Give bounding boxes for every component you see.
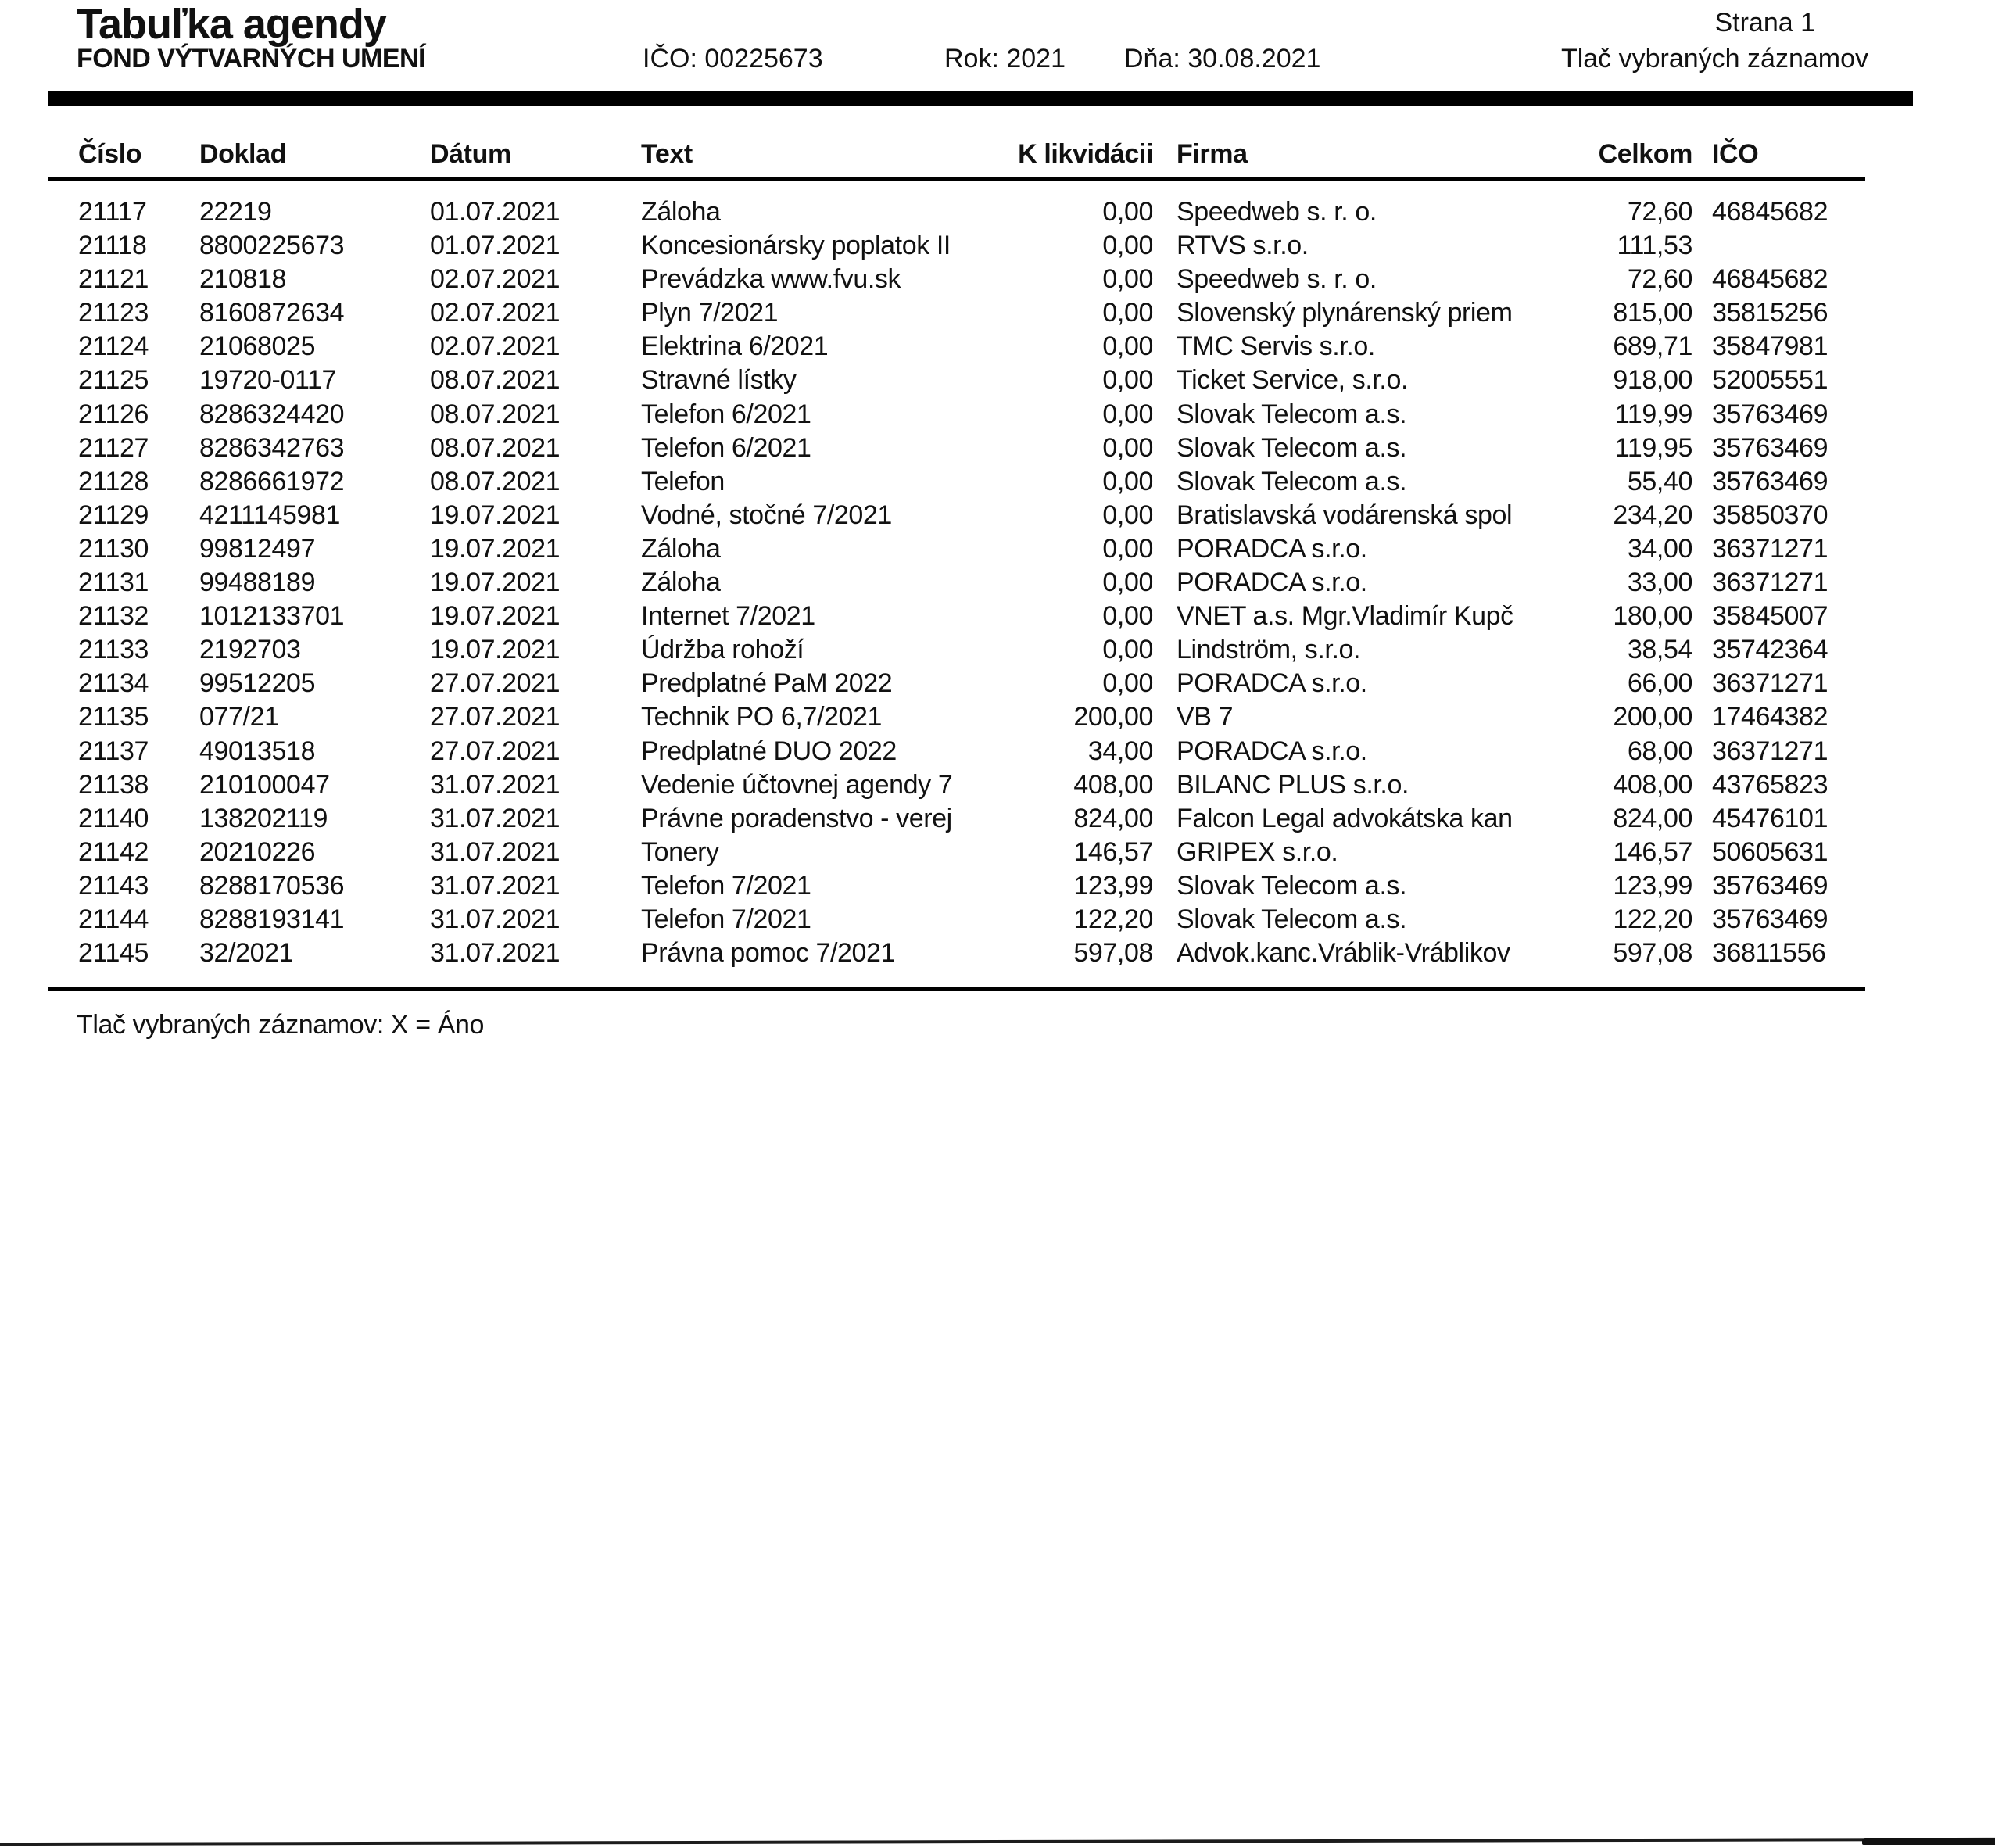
cell-k-likvidacii: 0,00 — [1102, 466, 1153, 496]
cell-ico: 46845682 — [1712, 264, 1828, 295]
cell-datum: 31.07.2021 — [430, 904, 561, 934]
cell-doklad: 20210226 — [199, 836, 316, 867]
cell-celkom: 72,60 — [1627, 197, 1692, 227]
cell-k-likvidacii: 0,00 — [1102, 399, 1153, 429]
cell-firma: Slovak Telecom a.s. — [1177, 870, 1407, 901]
cell-cislo: 21130 — [78, 533, 149, 564]
cell-k-likvidacii: 0,00 — [1102, 635, 1153, 665]
cell-doklad: 99512205 — [199, 668, 316, 699]
cell-celkom: 146,57 — [1613, 836, 1692, 867]
cell-ico: 35763469 — [1712, 870, 1828, 901]
cell-cislo: 21125 — [78, 365, 149, 396]
cell-cislo: 21140 — [78, 803, 149, 833]
cell-datum: 19.07.2021 — [430, 500, 561, 530]
cell-firma: Speedweb s. r. o. — [1177, 264, 1377, 295]
cell-firma: PORADCA s.r.o. — [1177, 533, 1367, 564]
cell-text: Právne poradenstvo - verej — [641, 803, 952, 833]
cell-firma: GRIPEX s.r.o. — [1177, 836, 1338, 867]
table-row — [78, 802, 1828, 836]
cell-datum: 19.07.2021 — [430, 568, 561, 598]
cell-datum: 19.07.2021 — [430, 533, 561, 564]
cell-ico: 35815256 — [1712, 298, 1828, 328]
cell-datum: 01.07.2021 — [430, 231, 561, 261]
cell-datum: 27.07.2021 — [430, 702, 561, 732]
table-row — [78, 566, 1828, 600]
cell-k-likvidacii: 200,00 — [1073, 702, 1153, 732]
cell-cislo: 21131 — [78, 568, 149, 598]
cell-doklad: 2192703 — [199, 635, 301, 665]
cell-datum: 02.07.2021 — [430, 331, 561, 362]
cell-celkom: 68,00 — [1627, 736, 1692, 766]
cell-celkom: 34,00 — [1627, 533, 1692, 564]
cell-cislo: 21145 — [78, 938, 149, 969]
cell-firma: VB 7 — [1177, 702, 1234, 732]
cell-k-likvidacii: 0,00 — [1102, 668, 1153, 699]
footnote: Tlač vybraných záznamov: X = Áno — [77, 1010, 485, 1040]
cell-text: Prevádzka www.fvu.sk — [641, 264, 901, 295]
cell-cislo: 21133 — [78, 635, 149, 665]
cell-firma: PORADCA s.r.o. — [1177, 568, 1367, 598]
cell-cislo: 21118 — [78, 231, 147, 261]
cell-celkom: 55,40 — [1627, 466, 1692, 496]
cell-doklad: 4211145981 — [199, 500, 341, 530]
cell-firma: PORADCA s.r.o. — [1177, 668, 1367, 699]
cell-firma: Speedweb s. r. o. — [1177, 197, 1377, 227]
cell-text: Telefon 7/2021 — [641, 904, 811, 934]
cell-doklad: 99812497 — [199, 533, 316, 564]
cell-datum: 31.07.2021 — [430, 836, 561, 867]
col-header-datum: Dátum — [430, 139, 511, 169]
cell-cislo: 21126 — [78, 399, 149, 429]
cell-ico: 35763469 — [1712, 399, 1828, 429]
organization-ico: IČO: 00225673 — [643, 44, 823, 73]
cell-ico: 35847981 — [1712, 331, 1828, 362]
cell-doklad: 8286324420 — [199, 399, 345, 429]
cell-ico: 35763469 — [1712, 904, 1828, 934]
cell-datum: 19.07.2021 — [430, 635, 561, 665]
cell-k-likvidacii: 408,00 — [1073, 769, 1153, 800]
cell-k-likvidacii: 122,20 — [1073, 904, 1153, 934]
cell-firma: Slovak Telecom a.s. — [1177, 432, 1407, 463]
cell-datum: 02.07.2021 — [430, 264, 561, 295]
cell-doklad: 210100047 — [199, 769, 330, 800]
cell-doklad: 21068025 — [199, 331, 316, 362]
cell-datum: 08.07.2021 — [430, 466, 561, 496]
cell-firma: TMC Servis s.r.o. — [1177, 331, 1375, 362]
print-mode-label: Tlač vybraných záznamov — [1560, 44, 1868, 73]
cell-celkom: 72,60 — [1627, 264, 1692, 295]
cell-cislo: 21121 — [78, 264, 149, 295]
col-header-k-likvidacii: K likvidácii — [1018, 139, 1153, 169]
cell-doklad: 8288193141 — [199, 904, 345, 934]
cell-k-likvidacii: 0,00 — [1102, 601, 1153, 632]
table-row — [78, 869, 1828, 903]
table-row — [78, 600, 1828, 633]
col-header-text: Text — [641, 139, 693, 169]
cell-celkom: 824,00 — [1613, 803, 1692, 833]
cell-ico: 17464382 — [1712, 702, 1828, 732]
cell-firma: PORADCA s.r.o. — [1177, 736, 1367, 766]
cell-text: Záloha — [641, 568, 721, 598]
cell-k-likvidacii: 0,00 — [1102, 331, 1153, 362]
cell-ico: 36371271 — [1712, 736, 1828, 766]
cell-celkom: 408,00 — [1613, 769, 1692, 800]
cell-text: Koncesionársky poplatok II — [641, 231, 951, 261]
cell-cislo: 21117 — [78, 197, 147, 227]
table-row — [78, 330, 1828, 364]
cell-text: Plyn 7/2021 — [641, 298, 779, 328]
cell-datum: 02.07.2021 — [430, 298, 561, 328]
cell-ico: 50605631 — [1712, 836, 1828, 867]
cell-text: Právna pomoc 7/2021 — [641, 938, 896, 969]
report-date: Dňa: 30.08.2021 — [1124, 44, 1321, 73]
cell-ico: 36371271 — [1712, 668, 1828, 699]
cell-firma: Ticket Service, s.r.o. — [1177, 365, 1409, 396]
table-row — [78, 836, 1828, 869]
cell-cislo: 21144 — [78, 904, 149, 934]
header-divider-bar — [48, 91, 1913, 106]
scan-edge-artifact — [1862, 1838, 1995, 1845]
cell-cislo: 21134 — [78, 668, 149, 699]
cell-ico: 36371271 — [1712, 568, 1828, 598]
cell-text: Technik PO 6,7/2021 — [641, 702, 883, 732]
cell-text: Tonery — [641, 836, 719, 867]
cell-datum: 01.07.2021 — [430, 197, 561, 227]
cell-k-likvidacii: 123,99 — [1073, 870, 1153, 901]
cell-datum: 31.07.2021 — [430, 803, 561, 833]
cell-cislo: 21129 — [78, 500, 149, 530]
cell-ico: 35742364 — [1712, 635, 1828, 665]
cell-celkom: 815,00 — [1613, 298, 1692, 328]
cell-k-likvidacii: 597,08 — [1073, 938, 1153, 969]
cell-celkom: 111,53 — [1617, 231, 1692, 261]
cell-firma: BILANC PLUS s.r.o. — [1177, 769, 1409, 800]
cell-celkom: 119,99 — [1614, 399, 1692, 429]
cell-firma: RTVS s.r.o. — [1177, 231, 1309, 261]
cell-cislo: 21127 — [78, 432, 149, 463]
cell-datum: 19.07.2021 — [430, 601, 561, 632]
cell-cislo: 21132 — [78, 601, 149, 632]
cell-doklad: 077/21 — [199, 702, 279, 732]
cell-cislo: 21143 — [78, 870, 149, 901]
cell-datum: 27.07.2021 — [430, 736, 561, 766]
cell-cislo: 21137 — [78, 736, 149, 766]
cell-k-likvidacii: 0,00 — [1102, 432, 1153, 463]
cell-ico: 35763469 — [1712, 432, 1828, 463]
table-header-underline — [48, 177, 1865, 181]
cell-cislo: 21135 — [78, 702, 149, 732]
table-bottom-line — [48, 987, 1865, 991]
document-meta-row — [77, 44, 1868, 80]
report-year: Rok: 2021 — [944, 44, 1066, 73]
cell-text: Predplatné DUO 2022 — [641, 736, 897, 766]
cell-cislo: 21142 — [78, 836, 149, 867]
cell-firma: Advok.kanc.Vráblik-Vráblikov — [1177, 938, 1510, 969]
cell-celkom: 122,20 — [1613, 904, 1692, 934]
cell-doklad: 49013518 — [199, 736, 316, 766]
cell-firma: Bratislavská vodárenská spol — [1177, 500, 1513, 530]
cell-doklad: 138202119 — [199, 803, 328, 833]
cell-datum: 27.07.2021 — [430, 668, 561, 699]
col-header-doklad: Doklad — [199, 139, 286, 169]
cell-doklad: 8286342763 — [199, 432, 345, 463]
cell-firma: Slovak Telecom a.s. — [1177, 466, 1407, 496]
cell-datum: 31.07.2021 — [430, 769, 561, 800]
col-header-firma: Firma — [1177, 139, 1248, 169]
cell-ico: 43765823 — [1712, 769, 1828, 800]
cell-celkom: 200,00 — [1613, 702, 1692, 732]
table-row — [78, 229, 1821, 263]
cell-firma: Lindström, s.r.o. — [1177, 635, 1361, 665]
table-row — [78, 432, 1828, 465]
table-row — [78, 398, 1828, 432]
cell-cislo: 21123 — [78, 298, 149, 328]
table-row — [78, 937, 1826, 970]
cell-ico: 35850370 — [1712, 500, 1828, 530]
table-row — [78, 633, 1828, 667]
cell-ico: 35845007 — [1712, 601, 1828, 632]
cell-text: Záloha — [641, 197, 721, 227]
cell-text: Telefon 7/2021 — [641, 870, 811, 901]
table-row — [78, 296, 1828, 330]
table-row — [78, 364, 1828, 397]
scan-edge-artifact — [0, 1838, 1995, 1846]
cell-datum: 08.07.2021 — [430, 432, 561, 463]
cell-cislo: 21124 — [78, 331, 149, 362]
cell-firma: Falcon Legal advokátska kan — [1177, 803, 1513, 833]
table-row — [78, 667, 1828, 700]
cell-text: Telefon — [641, 466, 725, 496]
table-row — [78, 465, 1828, 499]
cell-firma: Slovak Telecom a.s. — [1177, 904, 1407, 934]
cell-doklad: 8160872634 — [199, 298, 345, 328]
table-row — [78, 700, 1828, 734]
page-title: Tabuľka agendy — [77, 1, 386, 48]
cell-doklad: 32/2021 — [199, 938, 294, 969]
cell-text: Vedenie účtovnej agendy 7 — [641, 769, 953, 800]
table-row — [78, 499, 1828, 532]
cell-text: Údržba rohoží — [641, 635, 804, 665]
table-row — [78, 903, 1828, 937]
cell-text: Internet 7/2021 — [641, 601, 815, 632]
cell-ico: 36811556 — [1712, 938, 1826, 969]
cell-ico: 52005551 — [1712, 365, 1828, 396]
cell-text: Predplatné PaM 2022 — [641, 668, 893, 699]
cell-ico: 36371271 — [1712, 533, 1828, 564]
cell-firma: Slovenský plynárenský priem — [1177, 298, 1513, 328]
cell-k-likvidacii: 0,00 — [1102, 500, 1153, 530]
table-row — [78, 768, 1828, 802]
cell-k-likvidacii: 34,00 — [1087, 736, 1153, 766]
organization-name: FOND VÝTVARNÝCH UMENÍ — [77, 44, 425, 73]
cell-doklad: 99488189 — [199, 568, 316, 598]
cell-doklad: 19720-0117 — [199, 365, 336, 396]
table-row — [78, 195, 1828, 229]
cell-text: Telefon 6/2021 — [641, 432, 811, 463]
col-header-cislo: Číslo — [78, 139, 142, 169]
cell-text: Stravné lístky — [641, 365, 797, 396]
page-number: Strana 1 — [1714, 8, 1815, 38]
cell-ico: 35763469 — [1712, 466, 1828, 496]
cell-celkom: 597,08 — [1613, 938, 1692, 969]
cell-doklad: 8288170536 — [199, 870, 345, 901]
cell-celkom: 918,00 — [1613, 365, 1692, 396]
cell-doklad: 22219 — [199, 197, 272, 227]
cell-celkom: 119,95 — [1614, 432, 1692, 463]
cell-doklad: 8286661972 — [199, 466, 345, 496]
cell-doklad: 210818 — [199, 264, 287, 295]
cell-doklad: 1012133701 — [199, 601, 345, 632]
cell-celkom: 38,54 — [1627, 635, 1692, 665]
cell-k-likvidacii: 0,00 — [1102, 264, 1153, 295]
cell-celkom: 689,71 — [1613, 331, 1692, 362]
cell-firma: Slovak Telecom a.s. — [1177, 399, 1407, 429]
table-body — [78, 195, 1828, 970]
table-header-cells — [78, 136, 1821, 172]
cell-celkom: 66,00 — [1627, 668, 1692, 699]
table-row — [78, 532, 1828, 566]
table-row — [78, 263, 1828, 296]
cell-celkom: 234,20 — [1613, 500, 1692, 530]
table-header-row — [78, 136, 1821, 172]
cell-k-likvidacii: 0,00 — [1102, 533, 1153, 564]
cell-k-likvidacii: 0,00 — [1102, 568, 1153, 598]
cell-cislo: 21138 — [78, 769, 149, 800]
cell-ico — [1692, 229, 1821, 263]
cell-datum: 31.07.2021 — [430, 870, 561, 901]
cell-k-likvidacii: 0,00 — [1102, 197, 1153, 227]
cell-celkom: 180,00 — [1613, 601, 1692, 632]
col-header-ico: IČO — [1712, 139, 1759, 169]
cell-celkom: 33,00 — [1627, 568, 1692, 598]
cell-k-likvidacii: 0,00 — [1102, 298, 1153, 328]
cell-datum: 08.07.2021 — [430, 365, 561, 396]
cell-datum: 31.07.2021 — [430, 938, 561, 969]
cell-cislo: 21128 — [78, 466, 149, 496]
cell-k-likvidacii: 824,00 — [1073, 803, 1153, 833]
cell-celkom: 123,99 — [1613, 870, 1692, 901]
cell-text: Vodné, stočné 7/2021 — [641, 500, 892, 530]
cell-k-likvidacii: 146,57 — [1073, 836, 1153, 867]
cell-ico: 46845682 — [1712, 197, 1828, 227]
cell-k-likvidacii: 0,00 — [1102, 231, 1153, 261]
cell-text: Záloha — [641, 533, 721, 564]
col-header-celkom: Celkom — [1598, 139, 1692, 169]
cell-k-likvidacii: 0,00 — [1102, 365, 1153, 396]
cell-firma: VNET a.s. Mgr.Vladimír Kupč — [1177, 601, 1513, 632]
cell-text: Elektrina 6/2021 — [641, 331, 829, 362]
cell-ico: 45476101 — [1712, 803, 1828, 833]
table-row — [78, 735, 1828, 768]
cell-doklad: 8800225673 — [199, 231, 345, 261]
cell-datum: 08.07.2021 — [430, 399, 561, 429]
cell-text: Telefon 6/2021 — [641, 399, 811, 429]
